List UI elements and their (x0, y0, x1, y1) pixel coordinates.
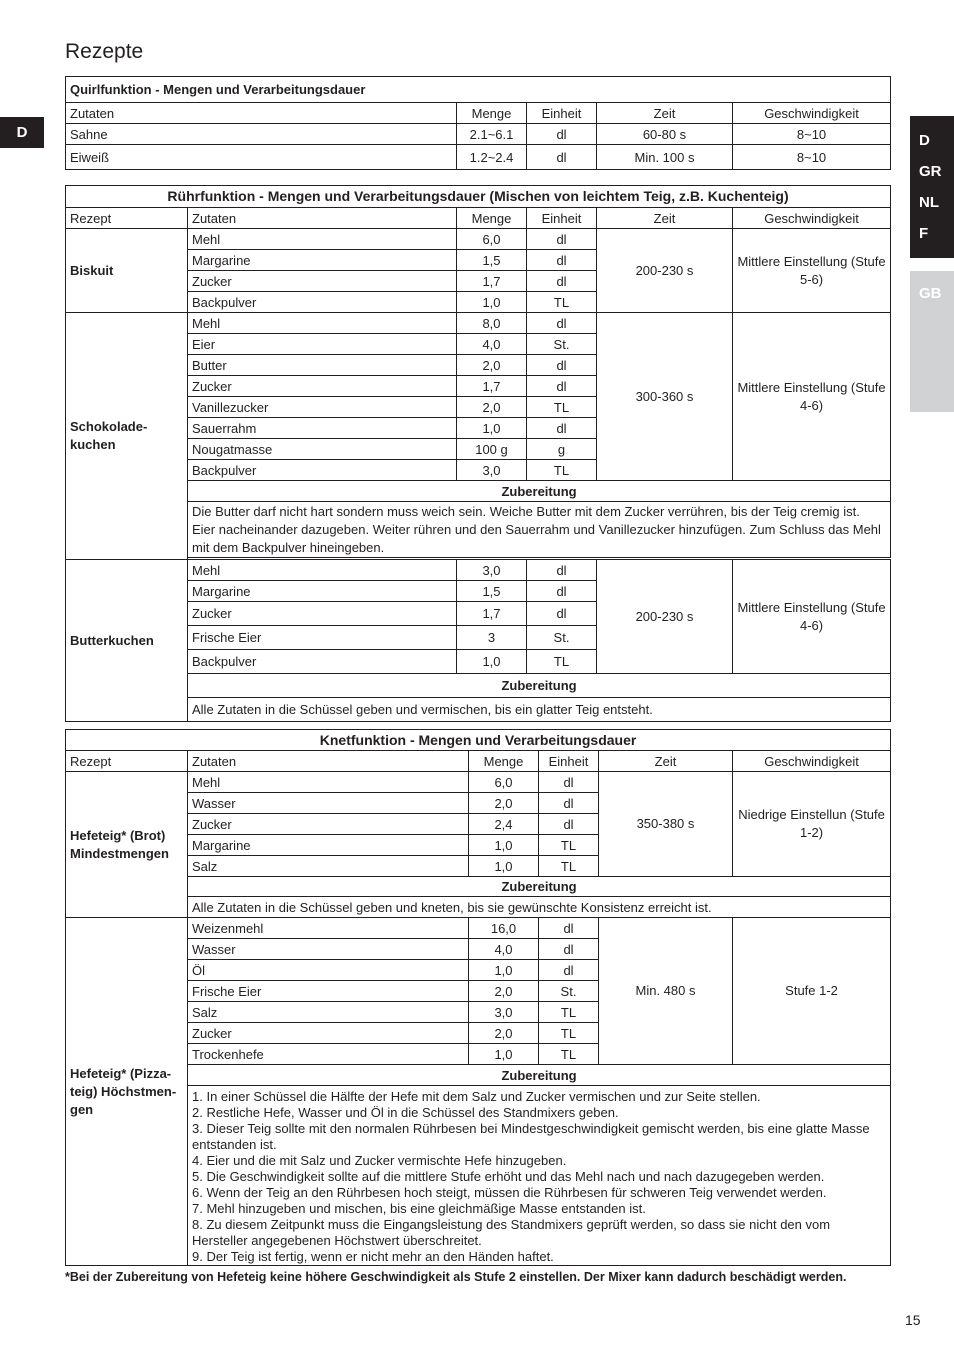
prep-steps (188, 1086, 891, 1266)
table-row (66, 313, 891, 334)
quirl-table (65, 76, 891, 170)
ingredient-name: Zucker (188, 602, 457, 626)
ingredient-unit: St. (539, 981, 599, 1002)
recipe-speed: Mittlere Einstellung (Stufe 4-6) (733, 313, 891, 481)
recipe-time: 350-380 s (599, 772, 733, 877)
ingredient-unit: dl (539, 918, 599, 939)
recipe-time: Min. 480 s (599, 918, 733, 1065)
prep-step: 3. Dieser Teig sollte mit den normalen Rührbesen bei Mindestgeschwindigkeit gemischt werden, bis eine glatte Masse entstanden ist. (192, 1121, 870, 1152)
ingredient-amount: 3,0 (457, 460, 527, 481)
ingredient-amount: 2,0 (469, 981, 539, 1002)
ingredient-unit: dl (539, 960, 599, 981)
ingredient-name: Nougatmasse (188, 439, 457, 460)
ruehr-header: Rezept (66, 208, 188, 229)
ingredient-unit: TL (527, 650, 597, 674)
prep-step: 2. Restliche Hefe, Wasser und Öl in die Schüssel des Standmixers geben. (192, 1105, 619, 1120)
quirl-title: Quirlfunktion - Mengen und Verarbeitungsdauer (66, 77, 891, 103)
prep-text: Alle Zutaten in die Schüssel geben und kneten, bis sie gewünschte Konsistenz erreicht ist. (188, 897, 891, 918)
ingredient-name: Mehl (188, 313, 457, 334)
ruehr-title: Rührfunktion - Mengen und Verarbeitungsdauer (Mischen von leichtem Teig, z.B. Kuchenteig) (66, 186, 891, 208)
ingredient-name: Wasser (188, 939, 469, 960)
ingredient-amount: 2,0 (469, 793, 539, 814)
ingredient-amount: 4,0 (469, 939, 539, 960)
table-cell: 8~10 (733, 145, 891, 170)
ruehr-header: Menge (457, 208, 527, 229)
prep-text: Alle Zutaten in die Schüssel geben und vermischen, bis ein glatter Teig entsteht. (188, 698, 891, 722)
table-row (66, 229, 891, 250)
recipe-time: 200-230 s (597, 229, 733, 313)
ingredient-amount: 1,7 (457, 602, 527, 626)
ingredient-name: Trockenhefe (188, 1044, 469, 1065)
page-title: Rezepte (65, 40, 144, 63)
ingredient-name: Eier (188, 334, 457, 355)
recipe-time: 300-360 s (597, 313, 733, 481)
recipe-name: Biskuit (66, 229, 188, 313)
ingredient-amount: 100 g (457, 439, 527, 460)
ruehr-table (65, 185, 891, 722)
ingredient-amount: 1,5 (457, 250, 527, 271)
ingredient-name: Margarine (188, 835, 469, 856)
ingredient-unit: TL (527, 397, 597, 418)
prep-step: 1. In einer Schüssel die Hälfte der Hefe mit dem Salz und Zucker vermischen und zur Seite stellen. (192, 1089, 761, 1104)
table-cell: Sahne (66, 124, 457, 145)
ingredient-name: Backpulver (188, 292, 457, 313)
language-tab-f: F (919, 225, 929, 242)
quirl-header: Zutaten (66, 103, 457, 124)
ingredient-amount: 1,0 (469, 1044, 539, 1065)
prep-label: Zubereitung (188, 674, 891, 698)
table-cell: Eiweiß (66, 145, 457, 170)
language-tab-nl: NL (919, 194, 939, 211)
recipe-name: Hefeteig* (Brot) Mindestmengen (66, 772, 188, 918)
knet-header: Zutaten (188, 751, 469, 772)
ingredient-unit: TL (539, 1023, 599, 1044)
recipe-name: Butterkuchen (66, 560, 188, 722)
ingredient-amount: 1,7 (457, 271, 527, 292)
ruehr-header: Einheit (527, 208, 597, 229)
ingredient-unit: dl (527, 313, 597, 334)
ingredient-unit: dl (539, 814, 599, 835)
language-tab-gb: GB (919, 285, 942, 302)
table-row (66, 560, 891, 581)
ingredient-amount: 2,4 (469, 814, 539, 835)
ingredient-name: Butter (188, 355, 457, 376)
table-cell: dl (527, 145, 597, 170)
ingredient-amount: 3 (457, 626, 527, 650)
prep-step: 4. Eier und die mit Salz und Zucker vermischte Hefe hinzugeben. (192, 1153, 567, 1168)
footnote: *Bei der Zubereitung von Hefeteig keine höhere Geschwindigkeit als Stufe 2 einstellen. Der Mixer kann dadurch beschädigt werden. (65, 1270, 847, 1284)
table-row (66, 772, 891, 793)
ingredient-unit: dl (539, 793, 599, 814)
ingredient-unit: dl (527, 271, 597, 292)
ingredient-name: Salz (188, 1002, 469, 1023)
ingredient-name: Frische Eier (188, 981, 469, 1002)
ingredient-unit: dl (527, 250, 597, 271)
ingredient-unit: dl (527, 581, 597, 602)
ingredient-amount: 16,0 (469, 918, 539, 939)
ruehr-header: Zeit (597, 208, 733, 229)
recipe-speed: Niedrige Einstellun (Stufe 1-2) (733, 772, 891, 877)
ingredient-name: Zucker (188, 1023, 469, 1044)
ingredient-unit: TL (539, 1002, 599, 1023)
prep-step: 5. Die Geschwindigkeit sollte auf die mittlere Stufe erhöht und das Mehl nach und nach dazugegeben werden. (192, 1169, 825, 1184)
ruehr-header: Zutaten (188, 208, 457, 229)
ingredient-amount: 1,0 (457, 292, 527, 313)
table-cell: 1.2~2.4 (457, 145, 527, 170)
knet-header: Zeit (599, 751, 733, 772)
knet-header: Einheit (539, 751, 599, 772)
knet-table (65, 729, 891, 1266)
recipe-name: Schokolade-kuchen (66, 313, 188, 560)
ingredient-amount: 1,5 (457, 581, 527, 602)
ingredient-name: Zucker (188, 376, 457, 397)
ingredient-name: Vanillezucker (188, 397, 457, 418)
prep-text: Die Butter darf nicht hart sondern muss weich sein. Weiche Butter mit dem Zucker verrühren, bis der Teig cremig ist. Eier nacheinander dazugeben. Weiter rühren und den Sauerrahm und Vanillezucker hinzufügen. Zum Schluss das Mehl mit dem Backpulver hineingeben. (188, 502, 891, 558)
ingredient-name: Mehl (188, 772, 469, 793)
ingredient-unit: g (527, 439, 597, 460)
ingredient-name: Margarine (188, 581, 457, 602)
ingredient-amount: 6,0 (457, 229, 527, 250)
language-tab-gb-box (910, 271, 954, 412)
ingredient-unit: dl (527, 602, 597, 626)
ingredient-unit: dl (527, 229, 597, 250)
table-cell: dl (527, 124, 597, 145)
prep-label: Zubereitung (188, 481, 891, 502)
ingredient-amount: 4,0 (457, 334, 527, 355)
ruehr-header: Geschwindigkeit (733, 208, 891, 229)
ingredient-unit: TL (527, 292, 597, 313)
language-tab-group (910, 116, 954, 258)
recipe-speed: Mittlere Einstellung (Stufe 4-6) (733, 560, 891, 674)
table-row (66, 145, 891, 170)
table-cell: 2.1~6.1 (457, 124, 527, 145)
ingredient-amount: 1,0 (469, 960, 539, 981)
page-number: 15 (905, 1312, 921, 1328)
prep-label: Zubereitung (188, 1065, 891, 1086)
ingredient-name: Öl (188, 960, 469, 981)
ingredient-unit: dl (539, 939, 599, 960)
ingredient-unit: St. (527, 334, 597, 355)
ingredient-amount: 1,7 (457, 376, 527, 397)
recipe-speed: Mittlere Einstellung (Stufe 5-6) (733, 229, 891, 313)
prep-step: 7. Mehl hinzugeben und mischen, bis eine gleichmäßige Masse entstanden ist. (192, 1201, 646, 1216)
recipe-name: Hefeteig* (Pizza-teig) Höchstmen-gen (66, 918, 188, 1266)
quirl-header: Menge (457, 103, 527, 124)
ingredient-name: Zucker (188, 814, 469, 835)
language-tab-gr: GR (919, 163, 942, 180)
knet-header: Geschwindigkeit (733, 751, 891, 772)
prep-step: 8. Zu diesem Zeitpunkt muss die Eingangsleistung des Standmixers geprüft werden, so dass sie nicht den vom Hersteller angegebenen Höchstwert überschreitet. (192, 1217, 831, 1248)
ingredient-name: Wasser (188, 793, 469, 814)
ingredient-name: Salz (188, 856, 469, 877)
ingredient-amount: 3,0 (457, 560, 527, 581)
ingredient-name: Mehl (188, 229, 457, 250)
ingredient-unit: dl (527, 418, 597, 439)
ingredient-unit: TL (527, 460, 597, 481)
ingredient-name: Sauerrahm (188, 418, 457, 439)
prep-label: Zubereitung (188, 877, 891, 897)
ingredient-unit: dl (527, 376, 597, 397)
knet-header: Rezept (66, 751, 188, 772)
quirl-header: Geschwindigkeit (733, 103, 891, 124)
table-cell: 60-80 s (597, 124, 733, 145)
ingredient-amount: 2,0 (457, 355, 527, 376)
ingredient-amount: 2,0 (457, 397, 527, 418)
ingredient-name: Weizenmehl (188, 918, 469, 939)
ingredient-unit: TL (539, 1044, 599, 1065)
ingredient-amount: 1,0 (469, 856, 539, 877)
prep-step: 9. Der Teig ist fertig, wenn er nicht mehr an den Händen haftet. (192, 1249, 554, 1264)
ingredient-amount: 8,0 (457, 313, 527, 334)
ingredient-unit: dl (527, 355, 597, 376)
ingredient-unit: TL (539, 835, 599, 856)
ingredient-unit: dl (527, 560, 597, 581)
table-cell: 8~10 (733, 124, 891, 145)
quirl-header: Einheit (527, 103, 597, 124)
ingredient-name: Frische Eier (188, 626, 457, 650)
ingredient-unit: TL (539, 856, 599, 877)
knet-header: Menge (469, 751, 539, 772)
recipe-time: 200-230 s (597, 560, 733, 674)
ingredient-name: Mehl (188, 560, 457, 581)
ingredient-name: Margarine (188, 250, 457, 271)
language-tab-d: D (919, 132, 930, 149)
ingredient-amount: 1,0 (457, 650, 527, 674)
table-row (66, 124, 891, 145)
ingredient-unit: St. (527, 626, 597, 650)
table-row (66, 918, 891, 939)
table-cell: Min. 100 s (597, 145, 733, 170)
ingredient-amount: 1,0 (469, 835, 539, 856)
knet-title: Knetfunktion - Mengen und Verarbeitungsdauer (66, 730, 891, 751)
ingredient-name: Backpulver (188, 650, 457, 674)
ingredient-name: Backpulver (188, 460, 457, 481)
language-tab-d: D (0, 117, 44, 148)
ingredient-unit: dl (539, 772, 599, 793)
ingredient-amount: 3,0 (469, 1002, 539, 1023)
ingredient-amount: 6,0 (469, 772, 539, 793)
prep-step: 6. Wenn der Teig an den Rührbesen hoch steigt, müssen die Rührbesen für schweren Teig verwendet werden. (192, 1185, 827, 1200)
ingredient-amount: 1,0 (457, 418, 527, 439)
ingredient-name: Zucker (188, 271, 457, 292)
recipe-speed: Stufe 1-2 (733, 918, 891, 1065)
ingredient-amount: 2,0 (469, 1023, 539, 1044)
quirl-header: Zeit (597, 103, 733, 124)
